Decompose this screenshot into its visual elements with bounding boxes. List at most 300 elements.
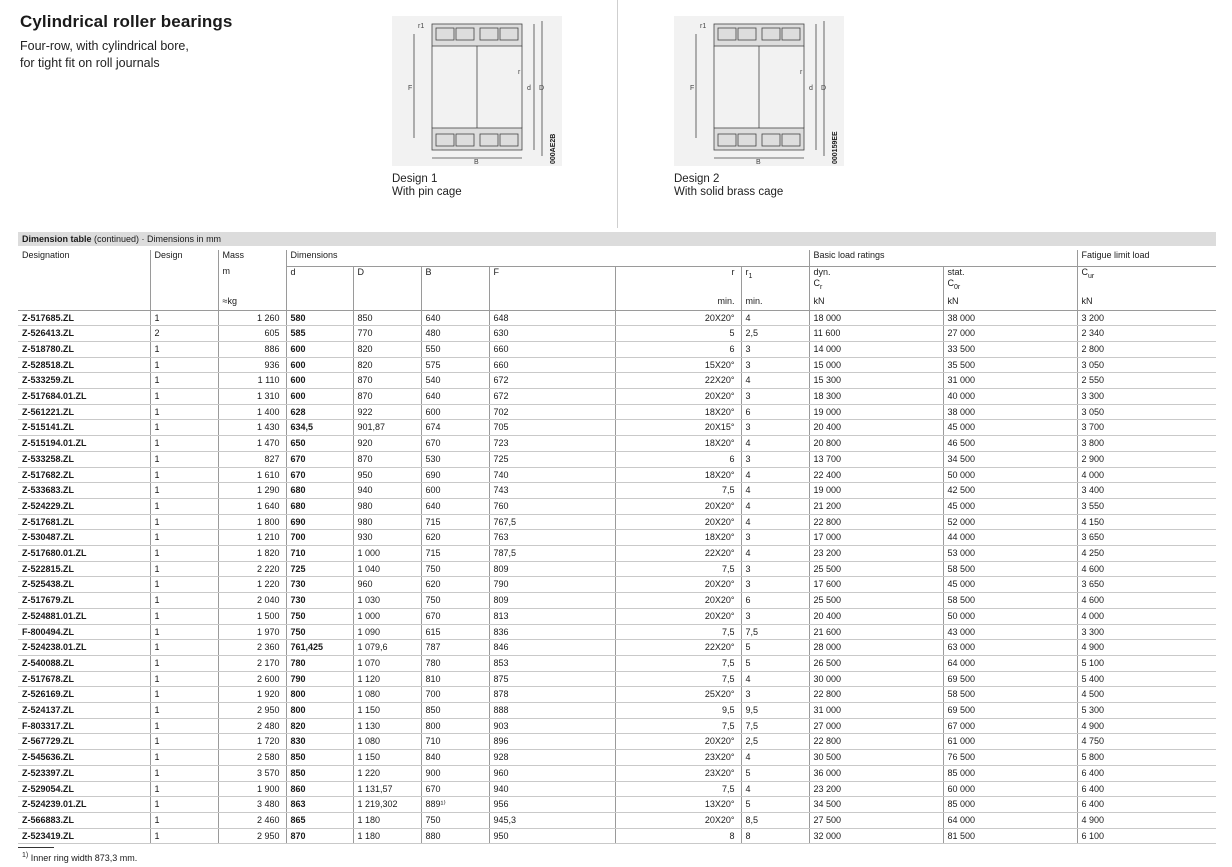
cell-D: 820 bbox=[353, 357, 421, 373]
cell-fatigue-cur: 4 250 bbox=[1077, 546, 1216, 562]
cell-d: 750 bbox=[286, 608, 353, 624]
cell-F: 809 bbox=[489, 561, 615, 577]
cell-B: 889¹⁾ bbox=[421, 797, 489, 813]
cell-fatigue-cur: 5 300 bbox=[1077, 703, 1216, 719]
table-row bbox=[18, 451, 1216, 467]
cell-r1: 8 bbox=[741, 828, 809, 844]
cell-stat-c0r: 60 000 bbox=[943, 781, 1077, 797]
cell-dyn-cr: 15 300 bbox=[809, 373, 943, 389]
cell-D: 920 bbox=[353, 436, 421, 452]
cell-F: 878 bbox=[489, 687, 615, 703]
section-divider bbox=[617, 0, 618, 228]
cell-designation: Z-523397.ZL bbox=[18, 765, 150, 781]
cell-designation: Z-526413.ZL bbox=[18, 326, 150, 342]
cell-d: 800 bbox=[286, 687, 353, 703]
cell-design: 1 bbox=[150, 436, 218, 452]
header-empty bbox=[489, 296, 615, 310]
drawing-code-2: 000159EE bbox=[832, 131, 839, 164]
header-mass-unit: ≈kg bbox=[218, 296, 286, 310]
cell-fatigue-cur: 2 550 bbox=[1077, 373, 1216, 389]
header-dimensions: Dimensions bbox=[286, 250, 809, 266]
cell-F: 809 bbox=[489, 593, 615, 609]
cell-fatigue-cur: 3 800 bbox=[1077, 436, 1216, 452]
cell-F: 767,5 bbox=[489, 514, 615, 530]
cell-r: 7,5 bbox=[615, 718, 741, 734]
cell-designation: Z-517685.ZL bbox=[18, 310, 150, 326]
cell-design: 1 bbox=[150, 828, 218, 844]
cell-designation: Z-561221.ZL bbox=[18, 404, 150, 420]
cell-dyn-cr: 20 800 bbox=[809, 436, 943, 452]
cell-F: 725 bbox=[489, 451, 615, 467]
header-cr-symbol: C bbox=[813, 277, 820, 288]
cell-d: 634,5 bbox=[286, 420, 353, 436]
cell-B: 787 bbox=[421, 640, 489, 656]
cell-mass: 1 430 bbox=[218, 420, 286, 436]
design-2-label: Design 2 bbox=[674, 173, 720, 185]
cell-fatigue-cur: 6 400 bbox=[1077, 797, 1216, 813]
header-stat bbox=[943, 266, 1077, 296]
cell-design: 1 bbox=[150, 530, 218, 546]
cell-r1: 2,5 bbox=[741, 326, 809, 342]
cell-d: 830 bbox=[286, 734, 353, 750]
cell-dyn-cr: 20 400 bbox=[809, 608, 943, 624]
cell-design: 1 bbox=[150, 467, 218, 483]
cell-F: 853 bbox=[489, 655, 615, 671]
cell-r1: 4 bbox=[741, 310, 809, 326]
table-row bbox=[18, 797, 1216, 813]
cell-D: 820 bbox=[353, 341, 421, 357]
cell-mass: 2 950 bbox=[218, 828, 286, 844]
cell-B: 750 bbox=[421, 813, 489, 829]
cell-d: 585 bbox=[286, 326, 353, 342]
cell-F: 705 bbox=[489, 420, 615, 436]
cell-d: 670 bbox=[286, 467, 353, 483]
cell-B: 620 bbox=[421, 577, 489, 593]
header-c0r-subscript: 0r bbox=[954, 283, 961, 291]
header-mass-symbol: m bbox=[218, 266, 286, 296]
cell-dyn-cr: 17 600 bbox=[809, 577, 943, 593]
cell-mass: 1 260 bbox=[218, 310, 286, 326]
cell-mass: 1 290 bbox=[218, 483, 286, 499]
cell-stat-c0r: 42 500 bbox=[943, 483, 1077, 499]
header-stat-label: stat. bbox=[947, 266, 965, 277]
table-row bbox=[18, 373, 1216, 389]
cell-r1: 7,5 bbox=[741, 718, 809, 734]
cell-B: 530 bbox=[421, 451, 489, 467]
cell-design: 1 bbox=[150, 655, 218, 671]
cell-D: 922 bbox=[353, 404, 421, 420]
header-empty bbox=[150, 296, 218, 310]
cell-B: 674 bbox=[421, 420, 489, 436]
cell-d: 628 bbox=[286, 404, 353, 420]
cell-d: 860 bbox=[286, 781, 353, 797]
header-empty bbox=[421, 296, 489, 310]
cell-fatigue-cur: 2 800 bbox=[1077, 341, 1216, 357]
page-title: Cylindrical roller bearings bbox=[20, 12, 233, 31]
header-r1-min: min. bbox=[741, 296, 809, 310]
cell-design: 1 bbox=[150, 797, 218, 813]
cell-fatigue-cur: 4 000 bbox=[1077, 608, 1216, 624]
cell-mass: 3 570 bbox=[218, 765, 286, 781]
cell-d: 800 bbox=[286, 703, 353, 719]
cell-D: 980 bbox=[353, 514, 421, 530]
cell-design: 1 bbox=[150, 483, 218, 499]
cell-F: 928 bbox=[489, 750, 615, 766]
cell-fatigue-cur: 3 200 bbox=[1077, 310, 1216, 326]
cell-stat-c0r: 34 500 bbox=[943, 451, 1077, 467]
table-row bbox=[18, 687, 1216, 703]
cell-design: 1 bbox=[150, 373, 218, 389]
table-row bbox=[18, 655, 1216, 671]
cell-stat-c0r: 50 000 bbox=[943, 467, 1077, 483]
cell-dyn-cr: 36 000 bbox=[809, 765, 943, 781]
cell-d: 780 bbox=[286, 655, 353, 671]
cell-mass: 2 480 bbox=[218, 718, 286, 734]
cell-designation: Z-529054.ZL bbox=[18, 781, 150, 797]
cell-mass: 1 820 bbox=[218, 546, 286, 562]
cell-dyn-cr: 21 200 bbox=[809, 498, 943, 514]
cell-mass: 2 040 bbox=[218, 593, 286, 609]
cell-B: 690 bbox=[421, 467, 489, 483]
cell-design: 1 bbox=[150, 781, 218, 797]
cell-B: 715 bbox=[421, 514, 489, 530]
cell-F: 846 bbox=[489, 640, 615, 656]
cell-d: 700 bbox=[286, 530, 353, 546]
cell-mass: 1 220 bbox=[218, 577, 286, 593]
cell-r1: 3 bbox=[741, 451, 809, 467]
cell-fatigue-cur: 5 800 bbox=[1077, 750, 1216, 766]
cell-r: 20X20° bbox=[615, 608, 741, 624]
cell-B: 670 bbox=[421, 436, 489, 452]
cell-D: 1 080 bbox=[353, 687, 421, 703]
cell-D: 1 040 bbox=[353, 561, 421, 577]
table-row bbox=[18, 357, 1216, 373]
cell-fatigue-cur: 4 000 bbox=[1077, 467, 1216, 483]
cell-dyn-cr: 28 000 bbox=[809, 640, 943, 656]
cell-D: 1 180 bbox=[353, 813, 421, 829]
table-row bbox=[18, 483, 1216, 499]
cell-r: 15X20° bbox=[615, 357, 741, 373]
cell-fatigue-cur: 6 100 bbox=[1077, 828, 1216, 844]
cell-d: 750 bbox=[286, 624, 353, 640]
cell-r1: 9,5 bbox=[741, 703, 809, 719]
cell-mass: 1 310 bbox=[218, 389, 286, 405]
cell-B: 640 bbox=[421, 389, 489, 405]
cell-fatigue-cur: 5 400 bbox=[1077, 671, 1216, 687]
header-F: F bbox=[489, 266, 615, 296]
cell-D: 1 150 bbox=[353, 703, 421, 719]
header-cur bbox=[1077, 266, 1216, 296]
cell-mass: 1 610 bbox=[218, 467, 286, 483]
cell-d: 580 bbox=[286, 310, 353, 326]
table-row bbox=[18, 404, 1216, 420]
cell-designation: Z-517681.ZL bbox=[18, 514, 150, 530]
cell-B: 615 bbox=[421, 624, 489, 640]
cell-design: 1 bbox=[150, 310, 218, 326]
design-2-caption bbox=[674, 173, 783, 199]
cell-stat-c0r: 69 500 bbox=[943, 703, 1077, 719]
cell-mass: 1 800 bbox=[218, 514, 286, 530]
cell-r: 8 bbox=[615, 828, 741, 844]
cell-dyn-cr: 22 800 bbox=[809, 734, 943, 750]
label-r: r bbox=[518, 69, 521, 76]
cell-design: 1 bbox=[150, 703, 218, 719]
cell-B: 880 bbox=[421, 828, 489, 844]
cell-design: 1 bbox=[150, 420, 218, 436]
cell-r: 25X20° bbox=[615, 687, 741, 703]
header-r-min: min. bbox=[615, 296, 741, 310]
cell-designation: Z-524238.01.ZL bbox=[18, 640, 150, 656]
cell-designation: Z-517678.ZL bbox=[18, 671, 150, 687]
cell-dyn-cr: 26 500 bbox=[809, 655, 943, 671]
cell-dyn-cr: 22 800 bbox=[809, 687, 943, 703]
cell-D: 1 180 bbox=[353, 828, 421, 844]
cell-dyn-cr: 22 800 bbox=[809, 514, 943, 530]
cell-design: 1 bbox=[150, 546, 218, 562]
cell-stat-c0r: 85 000 bbox=[943, 765, 1077, 781]
cell-stat-c0r: 61 000 bbox=[943, 734, 1077, 750]
cell-stat-c0r: 31 000 bbox=[943, 373, 1077, 389]
cell-r: 7,5 bbox=[615, 624, 741, 640]
cell-D: 1 219,302 bbox=[353, 797, 421, 813]
cell-designation: Z-530487.ZL bbox=[18, 530, 150, 546]
cell-D: 770 bbox=[353, 326, 421, 342]
cell-r: 23X20° bbox=[615, 750, 741, 766]
header-basic-load-ratings: Basic load ratings bbox=[809, 250, 1077, 266]
cell-designation: Z-528518.ZL bbox=[18, 357, 150, 373]
cell-stat-c0r: 76 500 bbox=[943, 750, 1077, 766]
cell-stat-c0r: 64 000 bbox=[943, 813, 1077, 829]
cell-B: 640 bbox=[421, 310, 489, 326]
cell-fatigue-cur: 3 050 bbox=[1077, 404, 1216, 420]
cell-r: 7,5 bbox=[615, 561, 741, 577]
cell-D: 901,87 bbox=[353, 420, 421, 436]
cell-mass: 3 480 bbox=[218, 797, 286, 813]
cell-mass: 1 500 bbox=[218, 608, 286, 624]
table-row bbox=[18, 389, 1216, 405]
cell-d: 725 bbox=[286, 561, 353, 577]
header-cur-subscript: ur bbox=[1088, 272, 1095, 280]
cell-F: 875 bbox=[489, 671, 615, 687]
cell-D: 1 090 bbox=[353, 624, 421, 640]
cell-design: 1 bbox=[150, 750, 218, 766]
cell-mass: 827 bbox=[218, 451, 286, 467]
cell-d: 600 bbox=[286, 389, 353, 405]
cell-designation: Z-525438.ZL bbox=[18, 577, 150, 593]
cell-F: 660 bbox=[489, 341, 615, 357]
design-2-drawing bbox=[674, 16, 844, 166]
cell-D: 1 030 bbox=[353, 593, 421, 609]
cell-designation: Z-540088.ZL bbox=[18, 655, 150, 671]
cell-d: 600 bbox=[286, 373, 353, 389]
cell-stat-c0r: 52 000 bbox=[943, 514, 1077, 530]
cell-d: 670 bbox=[286, 451, 353, 467]
drawing-code-1: 000AE2B bbox=[550, 133, 557, 164]
cell-D: 1 120 bbox=[353, 671, 421, 687]
cell-designation: Z-526169.ZL bbox=[18, 687, 150, 703]
cell-r1: 4 bbox=[741, 546, 809, 562]
header-r1-symbol: r bbox=[745, 266, 749, 277]
cell-F: 672 bbox=[489, 373, 615, 389]
cell-r1: 4 bbox=[741, 467, 809, 483]
table-row bbox=[18, 828, 1216, 844]
design-1-drawing bbox=[392, 16, 562, 166]
cell-r: 18X20° bbox=[615, 436, 741, 452]
subtitle-line-1: Four-row, with cylindrical bore, bbox=[20, 39, 189, 53]
design-2-cage: With solid brass cage bbox=[674, 186, 784, 198]
cell-design: 1 bbox=[150, 357, 218, 373]
cell-stat-c0r: 63 000 bbox=[943, 640, 1077, 656]
table-body bbox=[18, 310, 1216, 844]
cell-D: 870 bbox=[353, 451, 421, 467]
cell-F: 648 bbox=[489, 310, 615, 326]
cell-B: 750 bbox=[421, 593, 489, 609]
cell-stat-c0r: 35 500 bbox=[943, 357, 1077, 373]
cell-B: 480 bbox=[421, 326, 489, 342]
cell-r: 23X20° bbox=[615, 765, 741, 781]
table-row bbox=[18, 608, 1216, 624]
design-1-cage: With pin cage bbox=[392, 186, 462, 198]
cell-d: 710 bbox=[286, 546, 353, 562]
cell-r: 5 bbox=[615, 326, 741, 342]
table-row bbox=[18, 718, 1216, 734]
header-dyn-unit: kN bbox=[809, 296, 943, 310]
label-r1: r1 bbox=[418, 23, 425, 30]
cell-B: 715 bbox=[421, 546, 489, 562]
cell-r1: 3 bbox=[741, 687, 809, 703]
cell-d: 850 bbox=[286, 765, 353, 781]
subtitle-line-2: for tight fit on roll journals bbox=[20, 56, 160, 70]
cell-design: 1 bbox=[150, 451, 218, 467]
cell-fatigue-cur: 4 750 bbox=[1077, 734, 1216, 750]
cell-d: 600 bbox=[286, 357, 353, 373]
cell-dyn-cr: 13 700 bbox=[809, 451, 943, 467]
cell-B: 670 bbox=[421, 608, 489, 624]
cell-designation: Z-524137.ZL bbox=[18, 703, 150, 719]
header-mass: Mass bbox=[218, 250, 286, 266]
cell-d: 761,425 bbox=[286, 640, 353, 656]
header-c0r-symbol: C bbox=[947, 277, 954, 288]
cell-mass: 1 210 bbox=[218, 530, 286, 546]
cell-F: 763 bbox=[489, 530, 615, 546]
cell-dyn-cr: 18 000 bbox=[809, 310, 943, 326]
cell-r1: 8,5 bbox=[741, 813, 809, 829]
cell-F: 960 bbox=[489, 765, 615, 781]
cell-fatigue-cur: 3 700 bbox=[1077, 420, 1216, 436]
cell-stat-c0r: 45 000 bbox=[943, 498, 1077, 514]
cell-r1: 3 bbox=[741, 389, 809, 405]
table-row bbox=[18, 703, 1216, 719]
cell-dyn-cr: 31 000 bbox=[809, 703, 943, 719]
cell-designation: Z-517682.ZL bbox=[18, 467, 150, 483]
label-D: D bbox=[821, 85, 827, 92]
cell-r1: 5 bbox=[741, 797, 809, 813]
cell-d: 730 bbox=[286, 577, 353, 593]
cell-fatigue-cur: 4 150 bbox=[1077, 514, 1216, 530]
cell-d: 600 bbox=[286, 341, 353, 357]
cell-stat-c0r: 67 000 bbox=[943, 718, 1077, 734]
cell-D: 1 131,57 bbox=[353, 781, 421, 797]
cell-designation: Z-566883.ZL bbox=[18, 813, 150, 829]
cell-r: 20X20° bbox=[615, 389, 741, 405]
header-B: B bbox=[421, 266, 489, 296]
cell-dyn-cr: 11 600 bbox=[809, 326, 943, 342]
cell-B: 840 bbox=[421, 750, 489, 766]
cell-design: 1 bbox=[150, 593, 218, 609]
label-r: r bbox=[800, 69, 803, 76]
cell-D: 870 bbox=[353, 389, 421, 405]
header-empty bbox=[150, 266, 218, 296]
cell-r: 7,5 bbox=[615, 671, 741, 687]
table-row bbox=[18, 326, 1216, 342]
cell-stat-c0r: 64 000 bbox=[943, 655, 1077, 671]
cell-fatigue-cur: 3 300 bbox=[1077, 624, 1216, 640]
cell-fatigue-cur: 4 600 bbox=[1077, 561, 1216, 577]
cell-designation: Z-515141.ZL bbox=[18, 420, 150, 436]
cell-fatigue-cur: 3 550 bbox=[1077, 498, 1216, 514]
table-row bbox=[18, 671, 1216, 687]
table-caption bbox=[18, 232, 1216, 246]
cell-F: 888 bbox=[489, 703, 615, 719]
table-row bbox=[18, 640, 1216, 656]
cell-designation: Z-523419.ZL bbox=[18, 828, 150, 844]
cell-d: 690 bbox=[286, 514, 353, 530]
cell-d: 820 bbox=[286, 718, 353, 734]
cell-r1: 3 bbox=[741, 341, 809, 357]
cell-d: 730 bbox=[286, 593, 353, 609]
cell-F: 760 bbox=[489, 498, 615, 514]
cell-F: 743 bbox=[489, 483, 615, 499]
cell-designation: Z-522815.ZL bbox=[18, 561, 150, 577]
cell-B: 900 bbox=[421, 765, 489, 781]
cell-fatigue-cur: 4 900 bbox=[1077, 813, 1216, 829]
cell-fatigue-cur: 3 300 bbox=[1077, 389, 1216, 405]
bearing-section-drawing-1 bbox=[392, 16, 562, 166]
header-design: Design bbox=[150, 250, 218, 266]
cell-D: 960 bbox=[353, 577, 421, 593]
cell-designation: Z-567729.ZL bbox=[18, 734, 150, 750]
cell-B: 550 bbox=[421, 341, 489, 357]
cell-design: 1 bbox=[150, 404, 218, 420]
cell-mass: 1 400 bbox=[218, 404, 286, 420]
cell-design: 1 bbox=[150, 608, 218, 624]
cell-designation: Z-517680.01.ZL bbox=[18, 546, 150, 562]
cell-r1: 6 bbox=[741, 593, 809, 609]
cell-F: 950 bbox=[489, 828, 615, 844]
cell-mass: 605 bbox=[218, 326, 286, 342]
header-empty bbox=[18, 266, 150, 296]
table-caption-bold: Dimension table bbox=[22, 234, 92, 244]
cell-stat-c0r: 45 000 bbox=[943, 577, 1077, 593]
cell-r1: 3 bbox=[741, 577, 809, 593]
cell-dyn-cr: 17 000 bbox=[809, 530, 943, 546]
cell-r: 13X20° bbox=[615, 797, 741, 813]
cell-r: 7,5 bbox=[615, 483, 741, 499]
header-dyn bbox=[809, 266, 943, 296]
label-F: F bbox=[408, 85, 413, 92]
cell-designation: F-803317.ZL bbox=[18, 718, 150, 734]
header-empty bbox=[286, 296, 353, 310]
cell-fatigue-cur: 3 650 bbox=[1077, 577, 1216, 593]
cell-r1: 4 bbox=[741, 498, 809, 514]
header-r1 bbox=[741, 266, 809, 296]
cell-dyn-cr: 15 000 bbox=[809, 357, 943, 373]
cell-D: 1 070 bbox=[353, 655, 421, 671]
table-row bbox=[18, 546, 1216, 562]
cell-D: 980 bbox=[353, 498, 421, 514]
cell-r: 9,5 bbox=[615, 703, 741, 719]
header-d: d bbox=[286, 266, 353, 296]
